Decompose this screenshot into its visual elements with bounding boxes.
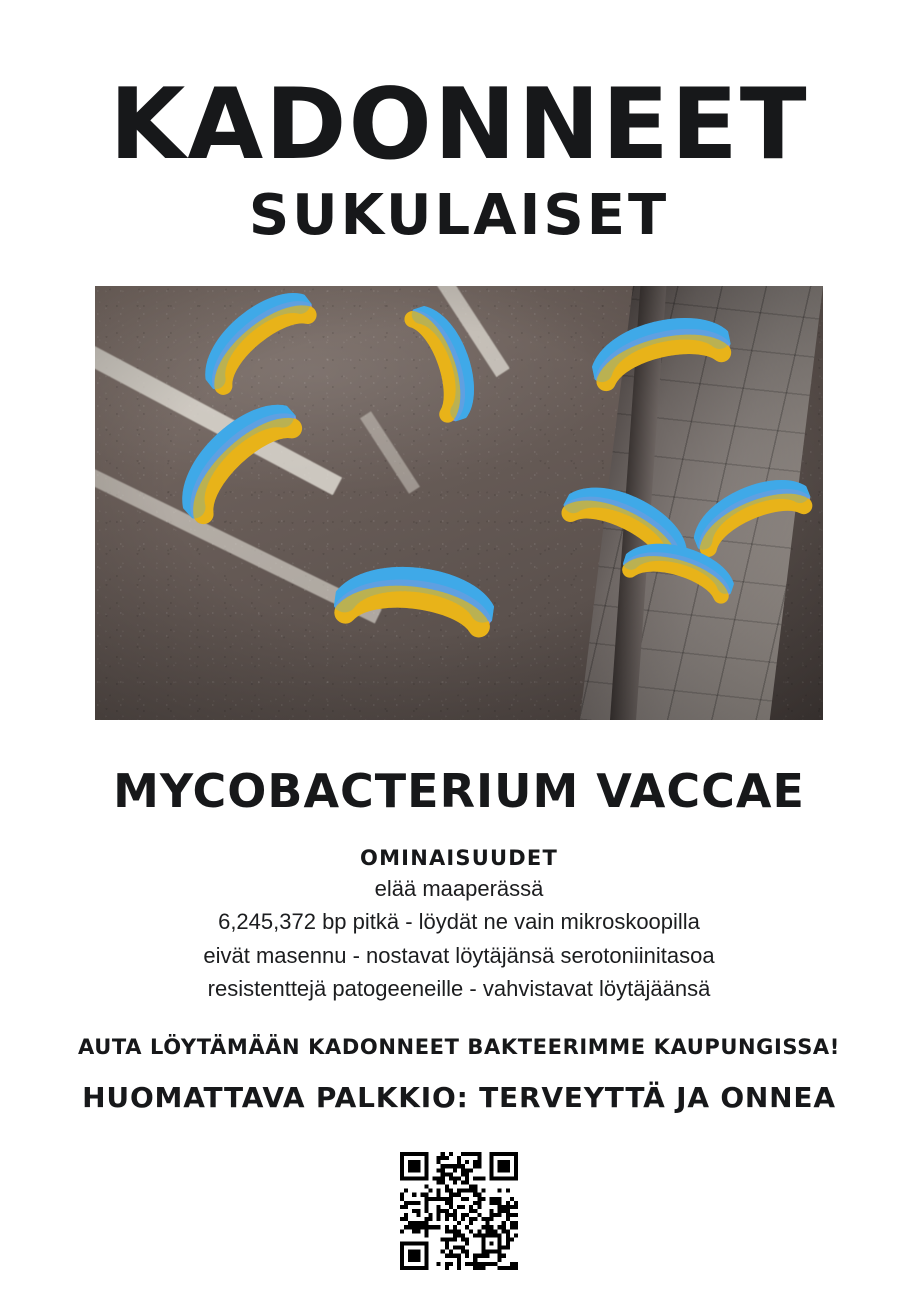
cta-reward: HUOMATTAVA PALKKIO: TERVEYTTÄ JA ONNEA: [82, 1081, 836, 1115]
trait-item: eivät masennu - nostavat löytäjänsä serotoniinitasoa: [203, 942, 715, 968]
traits-block: [0, 846, 918, 1003]
traits-title: OMINAISUUDET: [360, 846, 558, 871]
headline-block: [0, 68, 918, 249]
trait-item: elää maaperässä: [374, 876, 544, 902]
trait-item: 6,245,372 bp pitkä - löydät ne vain mikroskoopilla: [218, 909, 700, 935]
species-name: MYCOBACTERIUM VACCAE: [113, 764, 805, 819]
trait-item: resistenttejä patogeeneille - vahvistavat löytäjäänsä: [207, 975, 711, 1001]
cta-primary: AUTA LÖYTÄMÄÄN KADONNEET BAKTEERIMME KAUPUNGISSA!: [78, 1035, 840, 1060]
call-to-action-block: [0, 1035, 918, 1114]
page-title: KADONNEET: [109, 68, 809, 182]
page-subtitle: SUKULAISET: [248, 183, 670, 249]
qr-code[interactable]: [400, 1152, 518, 1270]
street-photo: [95, 286, 823, 720]
qr-code-canvas[interactable]: [400, 1152, 518, 1270]
